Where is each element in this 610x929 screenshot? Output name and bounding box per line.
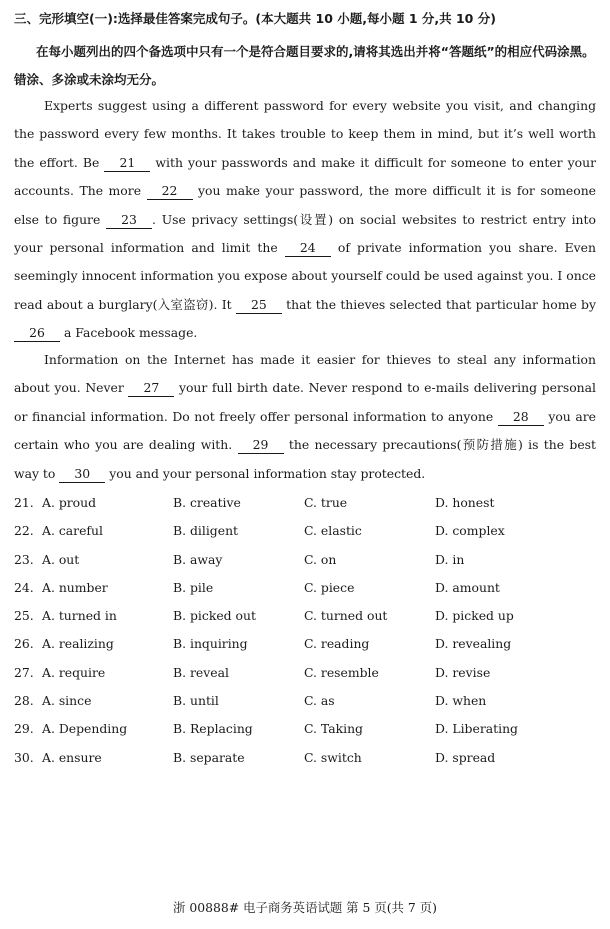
option-b[interactable]: B. separate <box>173 749 245 765</box>
question-row-27 <box>14 659 596 687</box>
question-number: 26. <box>14 636 34 652</box>
option-c[interactable]: C. on <box>304 551 337 567</box>
option-b[interactable]: B. inquiring <box>173 636 248 652</box>
question-row-29 <box>14 715 596 743</box>
passage-text: you make your password, the more difficult it is for someone else to figure <box>14 183 597 227</box>
passage-text: Information on the Internet has made it easier for thieves to steal any information about you. Never <box>14 352 596 396</box>
question-number: 27. <box>14 664 34 680</box>
passage-text: with your passwords and make it difficult for someone to enter your accounts. The more <box>14 154 597 199</box>
blank-29[interactable]: 29 <box>238 437 284 454</box>
section-title: 三、完形填空(一):选择最佳答案完成句子。(本大题共 10 小题,每小题 1 分,共 10 分) <box>14 11 496 26</box>
option-b[interactable]: B. Replacing <box>173 721 253 737</box>
option-b[interactable]: B. creative <box>173 495 241 510</box>
option-a[interactable]: A. turned in <box>42 608 117 624</box>
question-number: 23. <box>14 551 34 567</box>
option-a[interactable]: A. out <box>42 551 80 567</box>
question-number: 22. <box>14 523 34 539</box>
blank-26[interactable]: 26 <box>14 325 60 342</box>
section-instructions: 在每小题列出的四个备选项中只有一个是符合题目要求的,请将其选出并将“答题纸”的相应代码涂黑。错涂、多涂或未涂均无分。 <box>14 44 595 87</box>
question-row-24 <box>14 574 596 602</box>
question-number: 29. <box>14 721 34 737</box>
option-d[interactable]: D. complex <box>435 523 505 539</box>
option-d[interactable]: D. picked up <box>435 608 514 624</box>
passage-text: that the thieves selected that particular home by <box>281 296 596 312</box>
page-footer: 浙 00888# 电子商务英语试题 第 5 页(共 7 页) <box>173 900 437 915</box>
question-row-30 <box>14 744 596 772</box>
blank-25[interactable]: 25 <box>236 297 282 314</box>
option-a[interactable]: A. number <box>42 579 108 595</box>
blank-21[interactable]: 21 <box>104 155 150 172</box>
blank-23[interactable]: 23 <box>106 212 152 229</box>
question-row-25 <box>14 602 596 630</box>
blank-22[interactable]: 22 <box>147 183 193 200</box>
option-b[interactable]: B. away <box>173 551 223 567</box>
question-number: 24. <box>14 579 34 595</box>
option-b[interactable]: B. pile <box>173 579 214 595</box>
option-d[interactable]: D. revise <box>435 664 491 680</box>
passage-text: . Use privacy settings(设置) on social websites to restrict entry into your personal information and limit the <box>14 211 596 256</box>
option-d[interactable]: D. revealing <box>435 636 512 652</box>
option-c[interactable]: C. resemble <box>304 664 379 680</box>
option-d[interactable]: D. spread <box>435 749 496 765</box>
option-c[interactable]: C. piece <box>304 579 355 595</box>
option-d[interactable]: D. when <box>435 693 487 709</box>
option-a[interactable]: A. since <box>42 693 92 709</box>
passage-text: a Facebook message. <box>60 325 198 341</box>
option-b[interactable]: B. until <box>173 693 219 709</box>
passage-text: of private information you share. Even seemingly innocent information you expose about yourself could be used against you. I once read about a burglary(入室盗窃). It <box>14 240 596 312</box>
passage-paragraph-2 <box>14 346 596 488</box>
option-d[interactable]: D. Liberating <box>435 721 518 737</box>
question-row-26 <box>14 630 596 658</box>
option-a[interactable]: A. Depending <box>42 721 128 737</box>
option-c[interactable]: C. reading <box>304 636 370 652</box>
option-a[interactable]: A. realizing <box>42 636 114 652</box>
question-number: 28. <box>14 693 34 709</box>
option-d[interactable]: D. in <box>435 551 465 567</box>
option-a[interactable]: A. require <box>42 664 106 680</box>
option-a[interactable]: A. ensure <box>42 749 102 765</box>
question-number: 21. <box>14 495 34 510</box>
passage-text: you and your personal information stay protected. <box>105 465 426 481</box>
option-c[interactable]: C. Taking <box>304 721 363 737</box>
blank-30[interactable]: 30 <box>59 466 105 483</box>
question-row-28 <box>14 687 596 715</box>
option-a[interactable]: A. careful <box>42 523 103 539</box>
answer-options <box>14 489 596 772</box>
passage-paragraph-1 <box>14 92 596 348</box>
passage-text: you are certain who you are dealing with. <box>14 408 596 453</box>
blank-28[interactable]: 28 <box>498 409 544 426</box>
question-row-23 <box>14 546 596 574</box>
question-number: 30. <box>14 749 34 765</box>
option-d[interactable]: D. honest <box>435 495 495 510</box>
passage-text: Experts suggest using a different password for every website you visit, and changing the password every few months. It takes trouble to keep them in mind, but it’s well worth the effort. Be <box>14 98 596 170</box>
option-c[interactable]: C. true <box>304 495 348 510</box>
option-d[interactable]: D. amount <box>435 579 500 595</box>
option-b[interactable]: B. reveal <box>173 664 229 680</box>
option-c[interactable]: C. switch <box>304 749 362 765</box>
option-c[interactable]: C. as <box>304 693 335 709</box>
passage-text: your full birth date. Never respond to e-mails delivering personal or financial information. Do not freely offer personal information to anyone <box>14 380 596 424</box>
option-b[interactable]: B. diligent <box>173 523 239 539</box>
option-b[interactable]: B. picked out <box>173 608 256 624</box>
option-a[interactable]: A. proud <box>42 495 97 510</box>
question-row-21 <box>14 489 596 517</box>
question-number: 25. <box>14 608 34 624</box>
blank-27[interactable]: 27 <box>128 380 174 397</box>
question-row-22 <box>14 517 596 545</box>
option-c[interactable]: C. elastic <box>304 523 362 539</box>
passage-text: the necessary precautions(预防措施) is the best way to <box>14 437 597 481</box>
option-c[interactable]: C. turned out <box>304 608 388 624</box>
blank-24[interactable]: 24 <box>285 240 331 257</box>
